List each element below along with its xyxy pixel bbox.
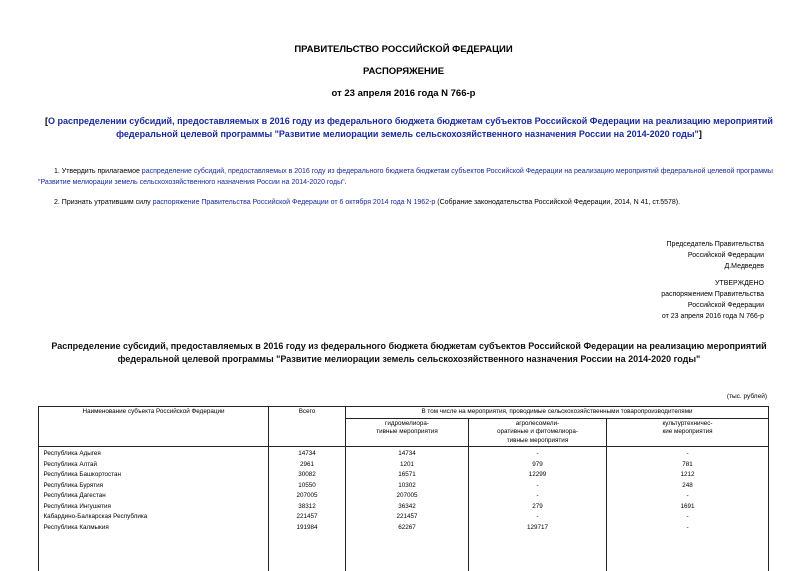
document-type: РАСПОРЯЖЕНИЕ (362, 66, 445, 77)
cell-total: 30082 (298, 471, 316, 478)
cell-region: Республика Бурятия (43, 481, 104, 489)
cell-hydro: 16571 (398, 471, 416, 478)
cell-total: 221457 (296, 513, 318, 520)
cell-agro: - (536, 450, 539, 457)
column-divider (468, 447, 469, 571)
cell-region: Республика Калмыкия (43, 523, 109, 531)
cell-total: 38312 (298, 502, 316, 510)
title-bracket-open: [ (45, 116, 49, 126)
cell-culture: - (686, 492, 689, 499)
cell-region: Республика Алтай (43, 460, 98, 468)
title-bracket-close: ] (698, 128, 702, 139)
cell-agro: - (536, 492, 539, 499)
paragraph-1-suffix: . (344, 179, 347, 186)
document-title (24, 115, 794, 140)
cell-total: 10550 (298, 481, 316, 489)
signature-name: Д.Медведев (724, 263, 764, 270)
column-divider (345, 447, 346, 571)
table-row (39, 470, 769, 481)
cell-region: Республика Адыгея (43, 450, 101, 457)
subsidy-table (38, 406, 769, 533)
cell-total: 191984 (296, 523, 318, 531)
table-row (39, 512, 769, 523)
table-row (39, 502, 769, 513)
cell-agro: 129717 (526, 523, 548, 531)
cell-agro: 979 (532, 460, 543, 468)
cell-total: 2961 (299, 460, 314, 468)
cell-culture: - (686, 513, 689, 520)
document-date: от 23 апреля 2016 года N 766-р (331, 88, 476, 99)
signature-position: Председатель Правительства (666, 241, 764, 248)
approval-by: распоряжением Правительства (661, 291, 764, 298)
paragraph-1 (38, 166, 778, 188)
paragraph-2 (54, 197, 774, 208)
cell-hydro: 62267 (398, 523, 416, 531)
table-row (39, 523, 769, 534)
cell-region: Республика Ингушетия (43, 502, 111, 510)
government-heading: ПРАВИТЕЛЬСТВО РОССИЙСКОЙ ФЕДЕРАЦИИ (294, 44, 513, 55)
units-label: (тыс. рублей) (726, 393, 767, 400)
table-row (39, 491, 769, 502)
cell-culture: - (686, 523, 689, 531)
repealed-order-link[interactable]: распоряжение Правительства Российской Федерации от 6 октября 2014 года N 1962-р (152, 199, 436, 206)
cell-culture: 248 (682, 481, 693, 489)
cell-culture: 781 (682, 460, 693, 468)
cell-agro: - (536, 481, 539, 489)
header-region: Наименование субъекта Российской Федерации (39, 407, 269, 447)
cell-hydro: 36342 (398, 502, 416, 510)
cell-agro: 279 (532, 502, 543, 510)
cell-total: 207005 (296, 492, 318, 499)
cell-hydro: 207005 (396, 492, 418, 499)
cell-hydro: 10302 (398, 481, 416, 489)
header-agro: агролесомели- оративные и фитомелиора- тивные мероприятия (469, 418, 607, 447)
column-divider (268, 447, 269, 571)
header-hydro: гидромелиора- тивные мероприятия (346, 418, 469, 447)
cell-hydro: 14734 (398, 450, 416, 457)
annex-title: Распределение субсидий, предоставляемых в 2016 году из федерального бюджета бюджетам субъектов Российской Федерации на реализацию мероприятий федеральной целевой программы "Развитие мелиорации земель сельскохозяйственного назначения России на 2014-2020 годы" (51, 341, 767, 364)
cell-hydro: 1201 (399, 460, 414, 468)
approval-block (661, 278, 764, 322)
header-total: Всего (269, 407, 346, 447)
cell-region: Республика Дагестан (43, 492, 106, 499)
title-link[interactable]: О распределении субсидий, предоставляемых в 2016 году из федерального бюджета бюджетам субъектов Российской Федерации на реализацию мероприятий федеральной целевой программы "Развитие мелиорации земель сельскохозяйственного назначения России на 2014-2020 годы" (48, 116, 773, 139)
signature-country: Российской Федерации (687, 252, 764, 259)
header-culture: культуртехничес- кие мероприятия (607, 418, 769, 447)
cell-culture: - (686, 450, 689, 457)
approval-label: УТВЕРЖДЕНО (714, 280, 764, 287)
cell-agro: - (536, 513, 539, 520)
header-group: В том числе на мероприятия, проводимые сельскохозяйственными товаропроизводителями (346, 407, 769, 419)
table-row (39, 447, 769, 460)
paragraph-2-suffix: (Собрание законодательства Российской Федерации, 2014, N 41, ст.5578). (435, 199, 681, 206)
cell-culture: 1212 (680, 471, 695, 478)
approval-date: от 23 апреля 2016 года N 766-р (661, 313, 764, 320)
paragraph-1-prefix: 1. Утвердить прилагаемое (54, 168, 142, 175)
signature-block (667, 239, 764, 272)
table-row (39, 460, 769, 471)
approval-country: Российской Федерации (687, 302, 764, 309)
cell-total: 14734 (298, 450, 316, 457)
cell-agro: 12299 (528, 471, 547, 478)
table-row (39, 481, 769, 492)
cell-hydro: 221457 (396, 513, 418, 520)
distribution-link[interactable]: распределение субсидий, предоставляемых в 2016 году из федерального бюджета бюджетам субъектов Российской Федерации на реализацию мероприятий федеральной целевой программы "Развитие мелиорации земель сельскохозяйственного назначения России на 2014-2020 годы" (38, 168, 773, 186)
cell-region: Республика Башкортостан (43, 471, 121, 478)
cell-culture: 1691 (680, 502, 695, 510)
cell-region: Кабардино-Балкарская Республика (43, 513, 148, 520)
column-divider (606, 447, 607, 571)
paragraph-2-prefix: 2. Признать утратившим силу (54, 199, 153, 206)
